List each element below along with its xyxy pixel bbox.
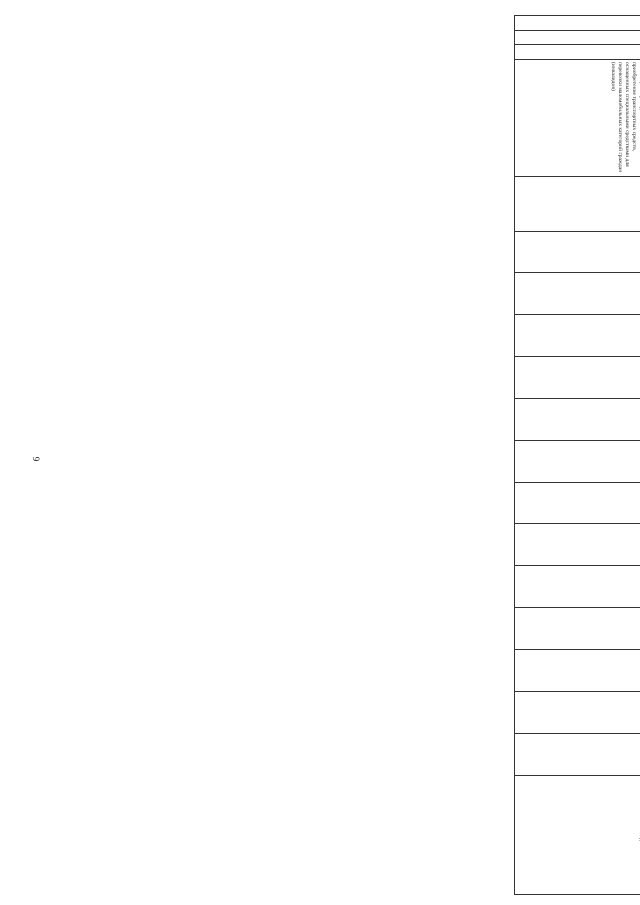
measure-name-cell: приобретение транспортных средств, оснащенных специальными средствами для перевозки маломобильных категорий граждан (инвалидов) [515, 59, 640, 176]
num-cell [515, 45, 640, 60]
value-cell [515, 524, 640, 566]
regulation-measures-table [514, 15, 640, 895]
table-row [515, 16, 640, 895]
pp-cell [515, 30, 640, 45]
value-cell [515, 357, 640, 399]
value-cell [515, 440, 640, 482]
value-cell [515, 231, 640, 273]
indicator-cell [515, 177, 640, 231]
value-cell [515, 482, 640, 524]
justification-cell [515, 775, 640, 894]
value-cell [515, 691, 640, 733]
page-number: 6 [31, 456, 42, 462]
value-cell [515, 315, 640, 357]
value-cell [515, 649, 640, 691]
value-cell [515, 398, 640, 440]
value-cell [515, 273, 640, 315]
value-cell [515, 566, 640, 608]
value-cell [515, 608, 640, 650]
value-cell [515, 733, 640, 775]
gp-cell [515, 16, 640, 31]
document-table-rotated [520, 0, 640, 173]
